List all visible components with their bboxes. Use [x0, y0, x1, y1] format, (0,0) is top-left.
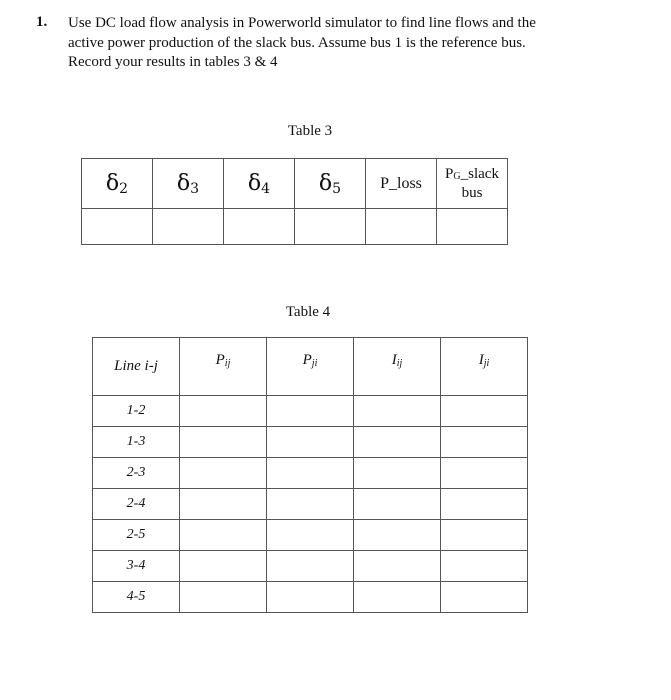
line-label: 2-3 — [93, 458, 180, 489]
table-cell — [441, 458, 528, 489]
table-cell — [354, 458, 441, 489]
table-cell — [441, 551, 528, 582]
header-delta-2: $\delta_2$ — [82, 159, 153, 209]
table-row — [93, 582, 528, 613]
header-delta-3: $\delta_3$ — [153, 159, 224, 209]
table-cell — [153, 209, 224, 245]
header-i-ji: $I_{ji}$ — [441, 338, 528, 396]
table-cell — [180, 427, 267, 458]
line-label: 3-4 — [93, 551, 180, 582]
table3-caption: Table 3 — [287, 123, 333, 139]
header-delta-5: $\delta_5$ — [295, 159, 366, 209]
table-cell — [441, 582, 528, 613]
header-p-loss: P_loss — [366, 159, 437, 209]
table-3 — [81, 158, 508, 245]
table-cell — [180, 582, 267, 613]
table-cell — [441, 427, 528, 458]
table-cell — [354, 520, 441, 551]
table-cell — [354, 427, 441, 458]
table-cell — [441, 396, 528, 427]
table-cell — [354, 582, 441, 613]
question-line: active power production of the slack bus. Assume bus 1 is the reference bus. — [68, 34, 526, 51]
table-row — [93, 551, 528, 582]
table-cell — [437, 209, 508, 245]
table-cell — [267, 489, 354, 520]
table-cell — [180, 551, 267, 582]
table3-data-row — [82, 209, 508, 245]
header-i-ij: $I_{ij}$ — [354, 338, 441, 396]
table-cell — [180, 396, 267, 427]
table-cell — [267, 551, 354, 582]
table-row — [93, 427, 528, 458]
table-cell — [267, 427, 354, 458]
question-line: Use DC load flow analysis in Powerworld simulator to find line flows and the — [68, 15, 536, 31]
table-cell — [267, 520, 354, 551]
table-cell — [267, 582, 354, 613]
line-label: 1-2 — [93, 396, 180, 427]
line-label: 1-3 — [93, 427, 180, 458]
line-label: 2-4 — [93, 489, 180, 520]
table-cell — [224, 209, 295, 245]
table-4 — [92, 337, 528, 613]
table-cell — [366, 209, 437, 245]
header-delta-4: $\delta_4$ — [224, 159, 295, 209]
table-cell — [82, 209, 153, 245]
line-label: 4-5 — [93, 582, 180, 613]
table-cell — [180, 489, 267, 520]
header-p-ij: $P_{ij}$ — [180, 338, 267, 396]
question-text — [68, 14, 608, 73]
question-line: Record your results in tables 3 & 4 — [68, 54, 278, 70]
line-label: 2-5 — [93, 520, 180, 551]
header-pg-slack: $P_G\_slack$ bus — [437, 159, 508, 209]
table-cell — [441, 520, 528, 551]
table-row — [93, 489, 528, 520]
table-cell — [267, 396, 354, 427]
table-cell — [354, 551, 441, 582]
table-row — [93, 520, 528, 551]
table-cell — [354, 489, 441, 520]
table-cell — [441, 489, 528, 520]
table-cell — [354, 396, 441, 427]
table-cell — [267, 458, 354, 489]
header-line-ij: Line i-j — [93, 338, 180, 396]
table3-header-row — [82, 159, 508, 209]
table-row — [93, 458, 528, 489]
table-cell — [180, 458, 267, 489]
table-cell — [180, 520, 267, 551]
question-number: 1. — [36, 14, 48, 30]
header-p-ji: $P_{ji}$ — [267, 338, 354, 396]
table-row — [93, 396, 528, 427]
table4-header-row — [93, 338, 528, 396]
table-cell — [295, 209, 366, 245]
table4-caption: Table 4 — [285, 304, 331, 320]
